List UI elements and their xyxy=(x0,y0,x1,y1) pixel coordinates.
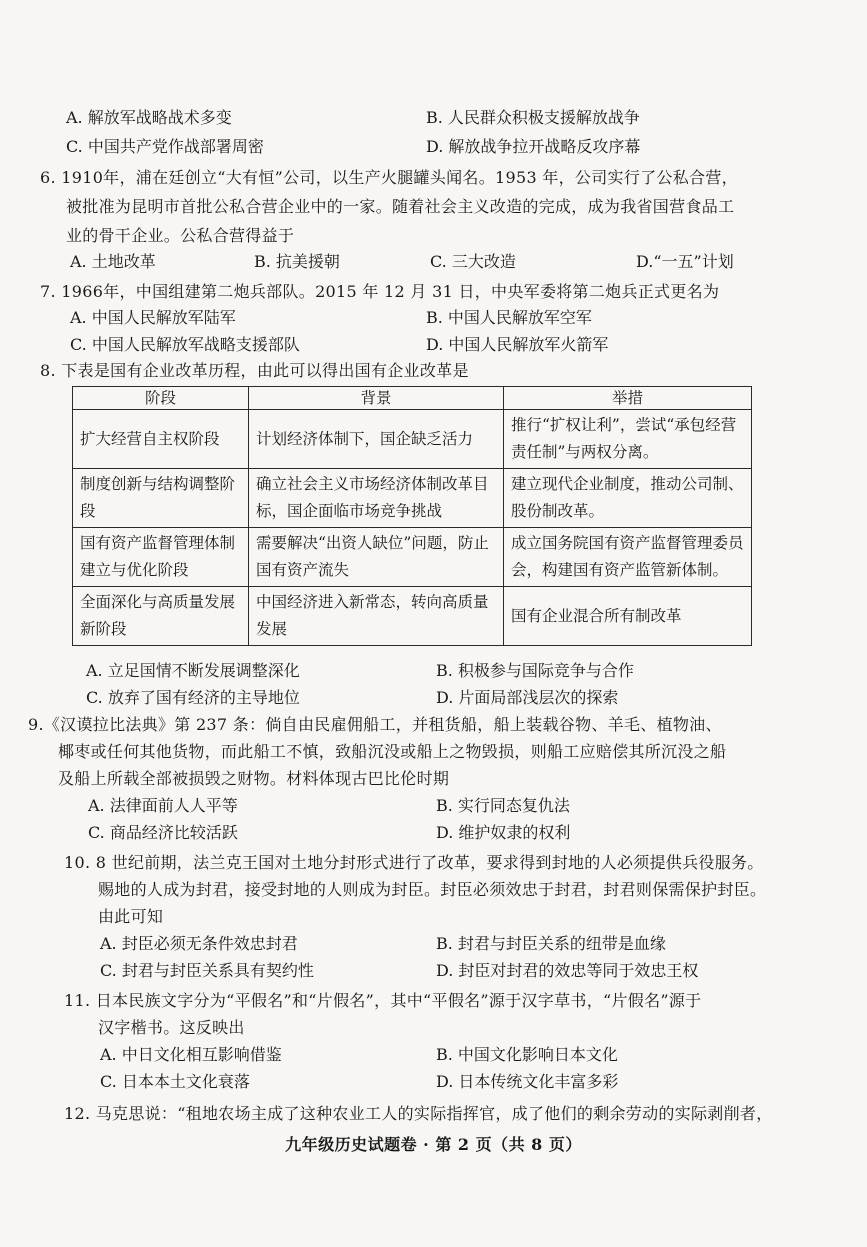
table-cell: 计划经济体制下，国企缺乏活力 xyxy=(249,410,504,469)
q11-option-b: B. 中国文化影响日本文化 xyxy=(436,1045,618,1064)
q9-stem-line-2: 椰枣或任何其他货物，而此船工不慎，致船沉没或船上之物毁损，则船工应赔偿其所沉没之船 xyxy=(58,742,727,761)
q10-option-b: B. 封君与封臣关系的纽带是血缘 xyxy=(436,934,666,953)
q8-option-a: A. 立足国情不断发展调整深化 xyxy=(86,661,300,680)
q7-stem-line-1: 7. 1966年，中国组建第二炮兵部队。2015 年 12 月 31 日，中央军委将第二炮兵正式更名为 xyxy=(40,282,720,301)
table-cell: 需要解决“出资人缺位”问题，防止国有资产流失 xyxy=(249,528,504,587)
q6-stem-line-1: 6. 1910年，浦在廷创立“大有恒”公司，以生产火腿罐头闻名。1953 年，公司实行了公私合营， xyxy=(40,168,738,187)
q8-option-b: B. 积极参与国际竞争与合作 xyxy=(436,661,634,680)
table-cell: 确立社会主义市场经济体制改革目标，国企面临市场竞争挑战 xyxy=(249,469,504,528)
q6-option-a: A. 土地改革 xyxy=(70,252,156,271)
q8-option-c: C. 放弃了国有经济的主导地位 xyxy=(86,688,300,707)
q10-stem-line-1: 10. 8 世纪前期，法兰克王国对土地分封形式进行了改革，要求得到封地的人必须提供兵役服务。 xyxy=(64,853,764,872)
q5-option-d: D. 解放战争拉开战略反攻序幕 xyxy=(426,137,641,156)
table-row xyxy=(73,469,752,528)
q8-stem-line-1: 8. 下表是国有企业改革历程，由此可以得出国有企业改革是 xyxy=(40,361,469,380)
q5-option-c: C. 中国共产党作战部署周密 xyxy=(66,137,264,156)
q7-option-d: D. 中国人民解放军火箭军 xyxy=(426,335,609,354)
table-row xyxy=(73,528,752,587)
reform-table xyxy=(72,386,752,646)
q7-option-a: A. 中国人民解放军陆军 xyxy=(70,308,236,327)
table-header-stage: 阶段 xyxy=(73,387,249,410)
q11-option-c: C. 日本本土文化衰落 xyxy=(100,1072,250,1091)
q7-option-c: C. 中国人民解放军战略支援部队 xyxy=(70,335,300,354)
table-row xyxy=(73,587,752,646)
q6-stem-line-3: 业的骨干企业。公私合营得益于 xyxy=(66,226,295,245)
table-cell: 建立现代企业制度，推动公司制、股份制改革。 xyxy=(504,469,752,528)
q6-stem-line-2: 被批准为昆明市首批公私合营企业中的一家。随着社会主义改造的完成，成为我省国营食品工 xyxy=(66,197,735,216)
table-cell: 成立国务院国有资产监督管理委员会，构建国有资产监管新体制。 xyxy=(504,528,752,587)
page-footer: 九年级历史试题卷 · 第 2 页（共 8 页） xyxy=(285,1135,582,1154)
q5-option-a: A. 解放军战略战术多变 xyxy=(66,108,232,127)
q11-stem-line-1: 11. 日本民族文字分为“平假名”和“片假名”，其中“平假名”源于汉字草书，“片假名”源于 xyxy=(64,991,702,1010)
q11-stem-line-2: 汉字楷书。这反映出 xyxy=(98,1018,245,1037)
q9-stem-line-1: 9.《汉谟拉比法典》第 237 条：倘自由民雇佣船工，并租货船，船上装载谷物、羊毛、植物油、 xyxy=(28,715,722,734)
q9-stem-line-3: 及船上所载全部被损毁之财物。材料体现古巴比伦时期 xyxy=(58,769,450,788)
table-cell: 全面深化与高质量发展新阶段 xyxy=(73,587,249,646)
q6-option-b: B. 抗美援朝 xyxy=(254,252,340,271)
q9-option-c: C. 商品经济比较活跃 xyxy=(88,823,238,842)
q6-option-c: C. 三大改造 xyxy=(430,252,516,271)
q9-option-d: D. 维护奴隶的权利 xyxy=(436,823,571,842)
table-cell: 扩大经营自主权阶段 xyxy=(73,410,249,469)
q12-stem-line-1: 12. 马克思说：“租地农场主成了这种农业工人的实际指挥官，成了他们的剩余劳动的实际剥削者， xyxy=(64,1104,773,1123)
q11-option-a: A. 中日文化相互影响借鉴 xyxy=(100,1045,282,1064)
table-row xyxy=(73,410,752,469)
q10-stem-line-2: 赐地的人成为封君，接受封地的人则成为封臣。封臣必须效忠于封君，封君则保需保护封臣。 xyxy=(98,880,767,899)
q10-option-a: A. 封臣必须无条件效忠封君 xyxy=(100,934,298,953)
q11-option-d: D. 日本传统文化丰富多彩 xyxy=(436,1072,619,1091)
table-cell: 制度创新与结构调整阶段 xyxy=(73,469,249,528)
q7-option-b: B. 中国人民解放军空军 xyxy=(426,308,592,327)
table-cell: 国有资产监督管理体制建立与优化阶段 xyxy=(73,528,249,587)
table-cell: 推行“扩权让利”，尝试“承包经营责任制”与两权分离。 xyxy=(504,410,752,469)
q8-option-d: D. 片面局部浅层次的探索 xyxy=(436,688,619,707)
q6-option-d: D.“一五”计划 xyxy=(636,252,734,271)
table-header-background: 背景 xyxy=(249,387,504,410)
table-cell: 中国经济进入新常态，转向高质量发展 xyxy=(249,587,504,646)
q9-option-b: B. 实行同态复仇法 xyxy=(436,796,570,815)
q9-option-a: A. 法律面前人人平等 xyxy=(88,796,238,815)
table-cell: 国有企业混合所有制改革 xyxy=(504,587,752,646)
q10-option-c: C. 封君与封臣关系具有契约性 xyxy=(100,961,314,980)
q10-option-d: D. 封臣对封君的效忠等同于效忠王权 xyxy=(436,961,699,980)
table-header-row xyxy=(73,387,752,410)
q5-option-b: B. 人民群众积极支援解放战争 xyxy=(426,108,640,127)
q10-stem-line-3: 由此可知 xyxy=(98,907,164,926)
table-header-measures: 举措 xyxy=(504,387,752,410)
